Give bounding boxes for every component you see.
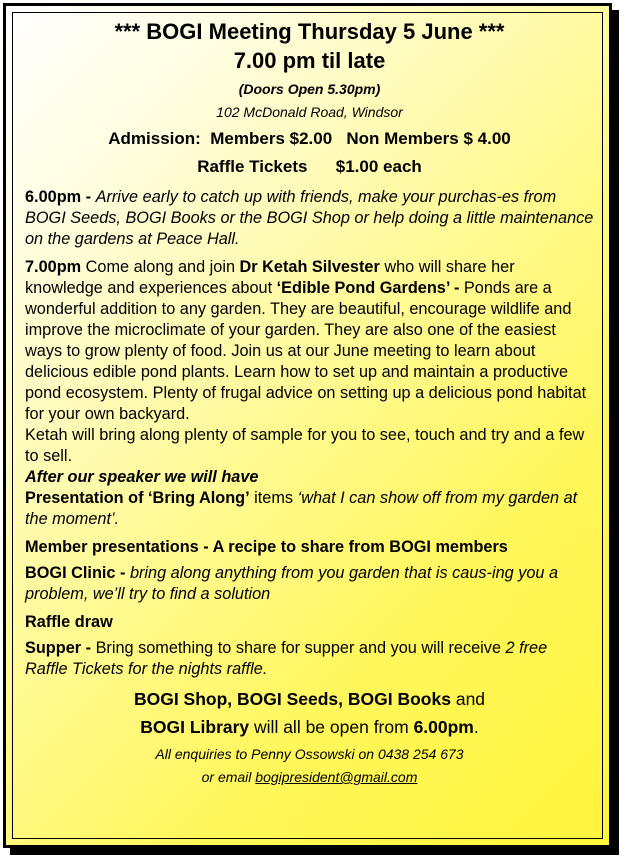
open-text: will all be open from [249, 717, 414, 737]
clinic-text: bring along anything from you garden that is caus-ing you a problem, we’ll try to find a solution [25, 564, 559, 603]
admission-prices: Admission: Members $2.00 Non Members $ 4.00 [108, 129, 511, 148]
supper-text: Bring something to share for supper and you will receive [95, 639, 506, 657]
meeting-title: *** BOGI Meeting Thursday 5 June *** [114, 19, 505, 44]
talk-topic: ‘Edible Pond Gardens’ - [276, 279, 460, 297]
open-end: . [473, 717, 479, 737]
speaker-samples: Ketah will bring along plenty of sample for you to see, touch and try and a few to sell. [25, 426, 585, 465]
member-presentations: Member presentations - A recipe to share from BOGI members [25, 538, 508, 556]
bring-along-items: items [249, 489, 298, 507]
early-text: Arrive early to catch up with friends, make your purchas-es from BOGI Seeds, BOGI Books or the BOGI Shop or help doing a little maintenance on the gardens at Peace Hall. [25, 188, 594, 248]
meeting-time: 7.00 pm til late [233, 48, 386, 73]
shop-list: BOGI Shop, BOGI Seeds, BOGI Books [133, 689, 451, 709]
clinic-label: BOGI Clinic - [25, 564, 130, 582]
bring-along-quote: ‘what I can show off from my garden at the moment’. [25, 489, 578, 528]
shop-line-2 [25, 713, 594, 741]
bring-along-label: Presentation of ‘Bring Along’ [25, 489, 250, 507]
enquiries-email [25, 767, 594, 787]
talk-mid: who will share her knowledge and experiences about [25, 258, 515, 297]
venue-address: 102 McDonald Road, Windsor [216, 104, 403, 120]
raffle-price: Raffle Tickets $1.00 each [197, 157, 422, 176]
raffle-draw: Raffle draw [25, 613, 113, 631]
supper-label: Supper - [25, 639, 96, 657]
shop-and: and [450, 689, 486, 709]
email-link[interactable]: bogipresident@gmail.com [255, 769, 418, 785]
flyer-frame [3, 3, 612, 848]
after-speaker: After our speaker we will have [25, 468, 259, 486]
supper-section [25, 638, 594, 680]
email-prefix: or email [201, 769, 256, 785]
early-time: 6.00pm - [25, 188, 96, 206]
speaker-section [25, 257, 594, 425]
early-arrival-section [25, 187, 594, 250]
talk-time: 7.00pm [25, 258, 82, 276]
enquiries-phone: All enquiries to Penny Ossowski on 0438 254 673 [155, 746, 464, 762]
library-label: BOGI Library [140, 717, 250, 737]
speaker-name: Dr Ketah Silvester [239, 258, 380, 276]
flyer-body [12, 12, 603, 839]
talk-description: Ponds are a wonderful addition to any garden. They are beautiful, encourage wildlife and improve the microclimate of your garden. They are also one of the easiest ways to grow plenty of food. Join us at our June meeting to learn about delicious edible pond plants. Learn how to set up and maintain a productive pond ecosystem. Plenty of frugal advice on setting up a delicious pond habitat for your own backyard. [25, 279, 587, 423]
clinic-section [25, 563, 594, 605]
bring-along [25, 488, 594, 530]
doors-open: (Doors Open 5.30pm) [238, 81, 381, 97]
shop-line-1 [25, 685, 594, 713]
open-time: 6.00pm [413, 717, 474, 737]
supper-raffle: 2 free Raffle Tickets for the nights raffle. [25, 639, 548, 678]
talk-intro: Come along and join [81, 258, 240, 276]
